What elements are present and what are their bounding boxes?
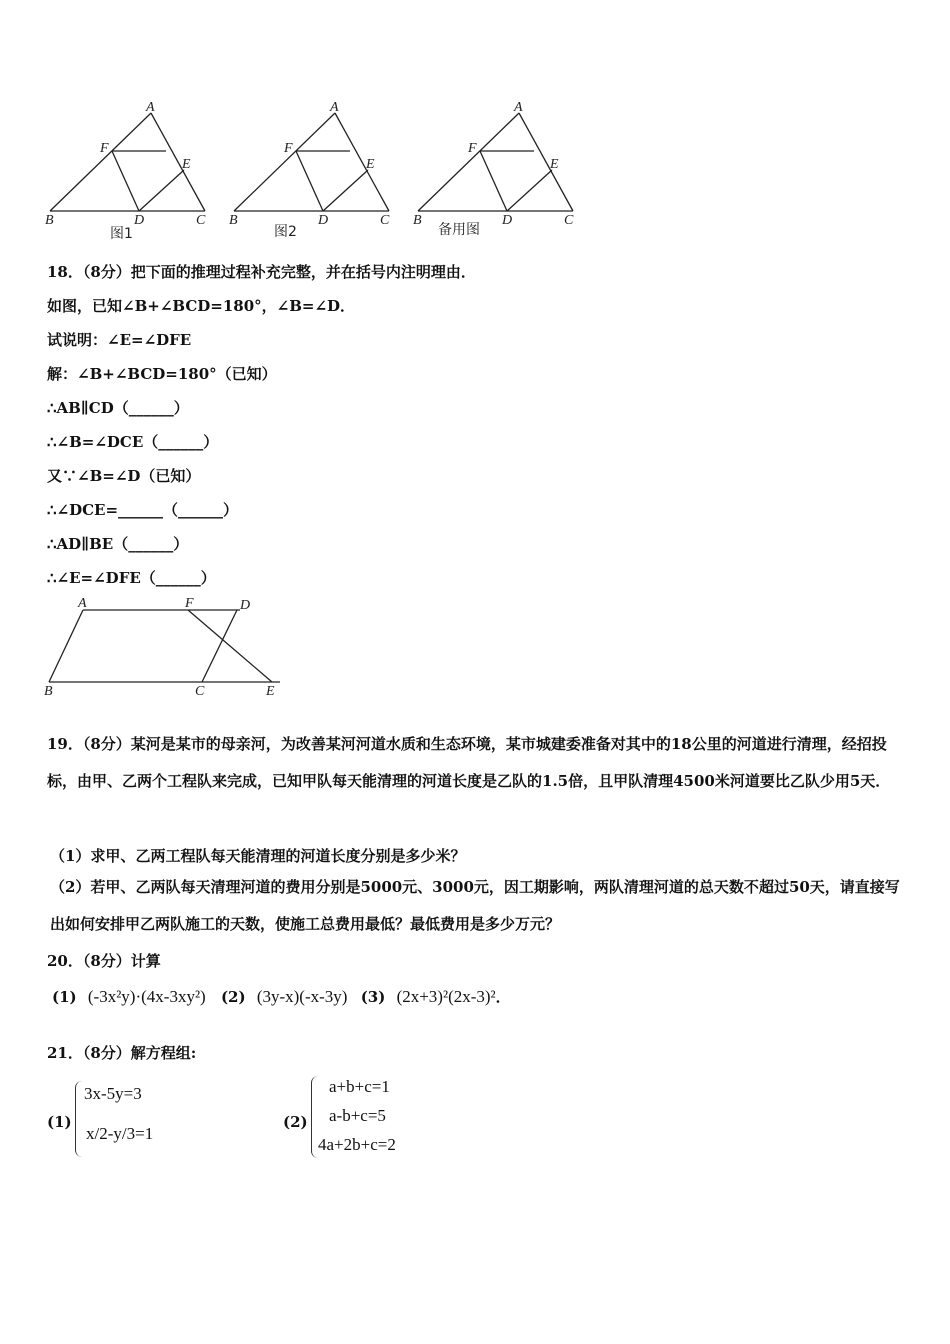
svg-text:D: D <box>502 213 513 228</box>
caption-figure-3: 备用图 <box>438 222 480 238</box>
q21-sys2-eq2: a-b+c=5 <box>329 1106 386 1125</box>
q18-step-4: 又∵∠B=∠D（已知） <box>47 467 201 485</box>
q18-step-5: ∴∠DCE=______（______） <box>47 501 239 519</box>
q21-sys1-eq2: x/2-y/3=1 <box>86 1124 154 1143</box>
svg-text:C: C <box>380 213 390 228</box>
svg-text:D: D <box>240 598 251 613</box>
q19-part2: （2）若甲、乙两队每天清理河道的费用分别是5000元、3000元，因工期影响，两队清理河道的总天数不超过50天，请直接写出如何安排甲乙两队施工的天数，使施工总费用最低？最低费用是多少万元？ <box>50 878 900 933</box>
q21-sys2-eq1: a+b+c=1 <box>329 1077 390 1096</box>
caption-figure-2: 图2 <box>274 224 297 240</box>
q18-step-2: ∴AB∥CD（______） <box>47 399 189 417</box>
svg-text:B: B <box>413 213 422 228</box>
svg-text:E: E <box>182 157 191 172</box>
svg-text:D: D <box>134 213 145 228</box>
svg-text:B: B <box>44 684 53 699</box>
q21-brace-1 <box>75 1081 82 1157</box>
svg-text:A: A <box>146 100 155 115</box>
svg-text:F: F <box>185 596 194 611</box>
svg-text:F: F <box>284 141 293 156</box>
q21-sys1-eq1: 3x-5y=3 <box>84 1084 142 1103</box>
q21-label-1: (1) <box>47 1113 72 1131</box>
svg-text:E: E <box>550 157 559 172</box>
q19-body: 19．（8分）某河是某市的母亲河，为改善某河河道水质和生态环境，某市城建委准备对其中的18公里的河道进行清理，经招投标，由甲、乙两个工程队来完成，已知甲队每天能清理的河道长度是乙队的1.5倍，且甲队清理4500米河道要比乙队少用5天． <box>47 735 891 790</box>
q18-step-6: ∴AD∥BE（______） <box>47 535 189 553</box>
svg-text:E: E <box>266 684 275 699</box>
q18-step-3: ∴∠B=∠DCE（______） <box>47 433 219 451</box>
q18-step-1: 解：∠B+∠BCD=180°（已知） <box>47 365 277 383</box>
q18-prove: 试说明：∠E=∠DFE <box>47 331 192 349</box>
q21-label-2: (2) <box>283 1113 308 1131</box>
svg-text:F: F <box>468 141 477 156</box>
q18-title: 18．（8分）把下面的推理过程补充完整，并在括号内注明理由． <box>47 263 476 281</box>
svg-text:C: C <box>196 213 206 228</box>
q20-title: 20．（8分）计算 <box>47 952 161 970</box>
svg-text:C: C <box>564 213 574 228</box>
q19-part1: （1）求甲、乙两工程队每天能清理的河道长度分别是多少米？ <box>50 847 466 865</box>
q20-label-1: (1) <box>52 988 77 1006</box>
svg-text:B: B <box>229 213 238 228</box>
q20-expr-3: (2x+3)²(2x-3)² <box>396 987 496 1006</box>
q20-row: (1) (-3x²y)·(4x-3xy²) (2) (3y-x)(-x-3y) (3) (2x+3)²(2x-3)²． <box>52 987 511 1006</box>
q20-expr-1: (-3x²y)·(4x-3xy²) <box>87 987 206 1006</box>
q18-figure <box>40 594 290 704</box>
q20-label-3: (3) <box>360 988 386 1006</box>
svg-text:B: B <box>45 213 54 228</box>
q18-given: 如图，已知∠B+∠BCD=180°，∠B=∠D． <box>47 297 356 315</box>
svg-text:A: A <box>330 100 339 115</box>
q20-label-2: (2) <box>220 988 246 1006</box>
svg-text:A: A <box>78 596 87 611</box>
q18-step-7: ∴∠E=∠DFE（______） <box>47 569 216 587</box>
q21-sys2-eq3: 4a+2b+c=2 <box>318 1135 396 1154</box>
q20-expr-2: (3y-x)(-x-3y) <box>256 987 348 1006</box>
svg-text:A: A <box>514 100 523 115</box>
top-figures <box>40 98 600 248</box>
svg-text:D: D <box>318 213 329 228</box>
svg-text:C: C <box>195 684 205 699</box>
svg-text:F: F <box>100 141 109 156</box>
caption-figure-1: 图1 <box>110 226 133 242</box>
svg-text:E: E <box>366 157 375 172</box>
q21-brace-2 <box>311 1076 318 1158</box>
q21-title: 21．（8分）解方程组: <box>47 1044 197 1062</box>
